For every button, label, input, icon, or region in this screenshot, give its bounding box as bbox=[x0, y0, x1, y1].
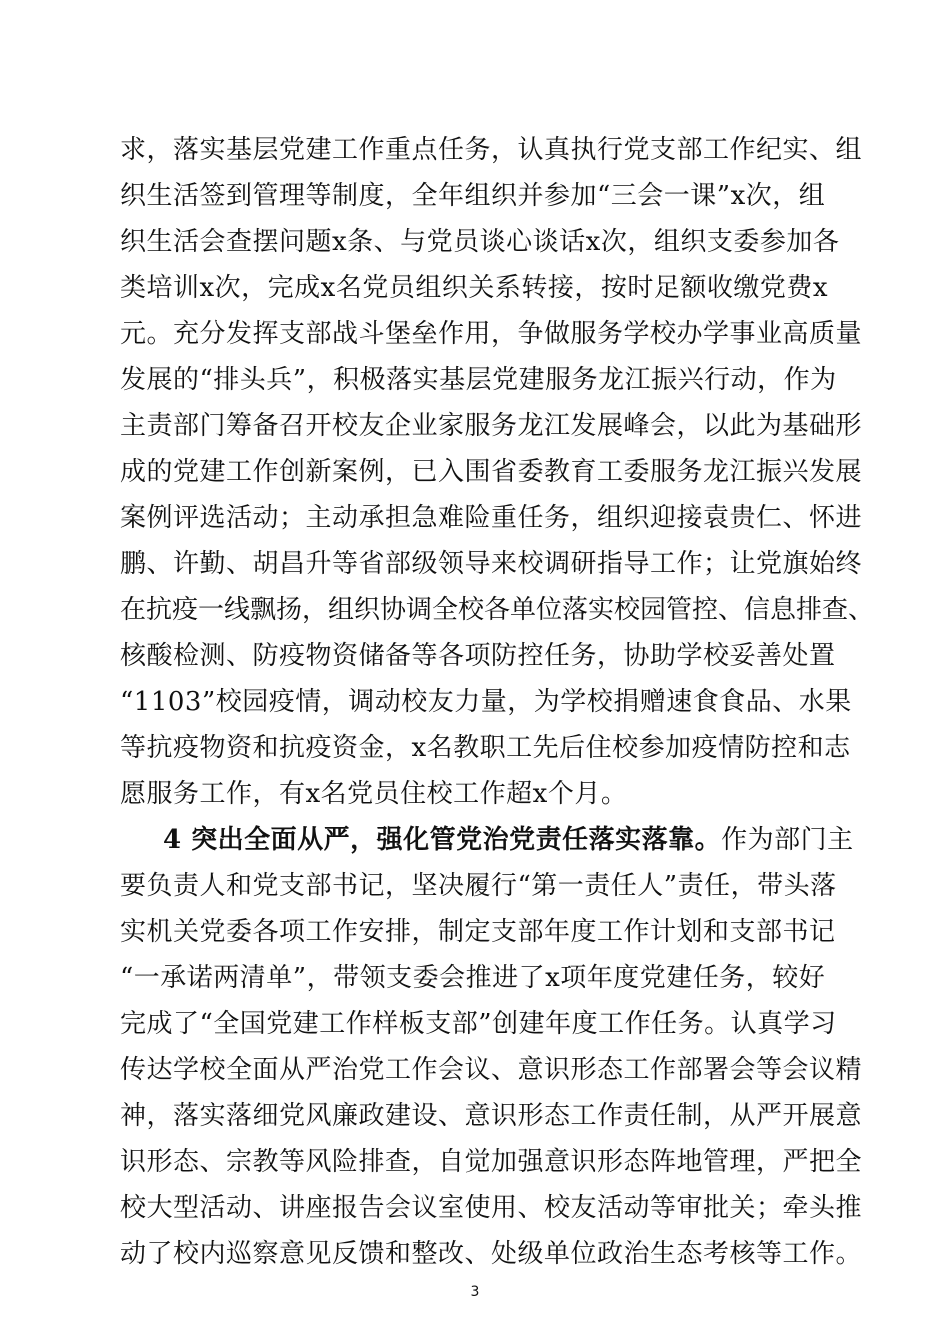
paragraph-2-line: 动了校内巡察意见反馈和整改、处级单位政治生态考核等工作。 bbox=[120, 1239, 863, 1269]
paragraph-1-line: “1103”校园疫情，调动校友力量，为学校捐赠速食食品、水果 bbox=[120, 687, 852, 717]
paragraph-1-line: 主责部门筹备召开校友企业家服务龙江发展峰会，以此为基础形 bbox=[120, 411, 863, 441]
paragraph-1-line: 织生活签到管理等制度，全年组织并参加“三会一课”x次，组 bbox=[120, 181, 826, 211]
paragraph-2-line: 神，落实落细党风廉政建设、意识形态工作责任制，从严开展意 bbox=[120, 1101, 863, 1131]
paragraph-1-line: 元。充分发挥支部战斗堡垒作用，争做服务学校办学事业高质量 bbox=[120, 319, 863, 349]
page-number: 3 bbox=[470, 1284, 480, 1300]
paragraph-1-line: 案例评选活动；主动承担急难险重任务，组织迎接袁贵仁、怀进 bbox=[120, 503, 863, 533]
paragraph-1-line: 等抗疫物资和抗疫资金，x名教职工先后住校参加疫情防控和志 bbox=[120, 733, 851, 763]
paragraph-2-line: 要负责人和党支部书记，坚决履行“第一责任人”责任，带头落 bbox=[120, 871, 837, 901]
paragraph-2-line: 完成了“全国党建工作样板支部”创建年度工作任务。认真学习 bbox=[120, 1009, 837, 1039]
paragraph-2-line: 校大型活动、讲座报告会议室使用、校友活动等审批关；牵头推 bbox=[120, 1193, 863, 1223]
paragraph-2-first-line-text: 作为部门主 bbox=[721, 825, 854, 855]
paragraph-1-line: 核酸检测、防疫物资储备等各项防控任务，协助学校妥善处置 bbox=[120, 641, 836, 671]
section-heading: 4 突出全面从严，强化管党治党责任落实落靠。 bbox=[163, 825, 722, 855]
paragraph-1-line: 成的党建工作创新案例，已入围省委教育工委服务龙江振兴发展 bbox=[120, 457, 863, 487]
paragraph-1-line: 织生活会查摆问题x条、与党员谈心谈话x次，组织支委参加各 bbox=[120, 227, 840, 257]
paragraph-2-line: 实机关党委各项工作安排，制定支部年度工作计划和支部书记 bbox=[120, 917, 836, 947]
paragraph-2-first-line bbox=[163, 825, 863, 855]
paragraph-1-line: 发展的“排头兵”，积极落实基层党建服务龙江振兴行动，作为 bbox=[120, 365, 837, 395]
paragraph-2-line: “一承诺两清单”，带领支委会推进了x项年度党建任务，较好 bbox=[120, 963, 826, 993]
paragraph-2-line: 传达学校全面从严治党工作会议、意识形态工作部署会等会议精 bbox=[120, 1055, 863, 1085]
paragraph-1-line: 求，落实基层党建工作重点任务，认真执行党支部工作纪实、组 bbox=[120, 135, 863, 165]
paragraph-2-line: 识形态、宗教等风险排查，自觉加强意识形态阵地管理，严把全 bbox=[120, 1147, 863, 1177]
paragraph-1-line: 愿服务工作，有x名党员住校工作超x个月。 bbox=[120, 779, 628, 809]
paragraph-1-line: 在抗疫一线飘扬，组织协调全校各单位落实校园管控、信息排查、 bbox=[120, 595, 875, 625]
paragraph-1-line: 类培训x次，完成x名党员组织关系转接，按时足额收缴党费x bbox=[120, 273, 828, 303]
paragraph-1-line: 鹏、许勤、胡昌升等省部级领导来校调研指导工作；让党旗始终 bbox=[120, 549, 863, 579]
